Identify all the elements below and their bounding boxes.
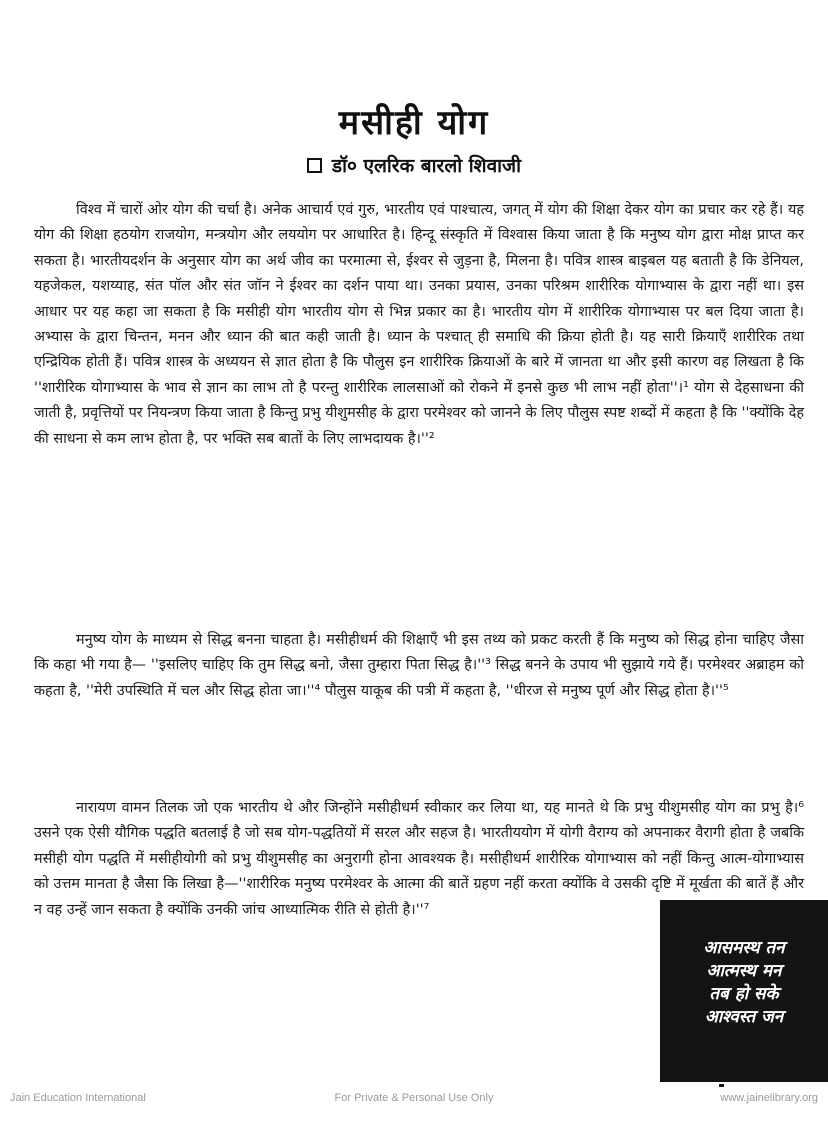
sidebox-line: आत्मस्थ मन	[706, 961, 782, 981]
sidebox-line: आसमस्थ तन	[703, 938, 785, 958]
square-bullet-icon	[307, 158, 322, 173]
article-title: मसीही योग	[338, 103, 490, 143]
sidebox-line: आश्वस्त जन	[704, 1007, 784, 1027]
quote-sidebox	[660, 900, 828, 1082]
paragraph-3: नारायण वामन तिलक जो एक भारतीय थे और जिन्होंने मसीहीधर्म स्वीकार कर लिया था, यह मानते थे कि प्रभु यीशुमसीह योग का प्रभु है।⁶ उसने एक ऐसी यौगिक पद्धति बतलाई है जो सब योग-पद्धतियों में सरल और सहज है। भारतीययोग में योगी वैराग्य को अपनाकर वैरागी होता है जबकि मसीही योग पद्धति में मसीहीयोगी को प्रभु यीशुमसीह का अनुरागी होना आवश्यक है। मसीहीधर्म शारीरिक योगाभ्यास को नहीं किन्तु आत्म-योगाभ्यास को उत्तम मानता है जैसा कि लिखा है—''शारीरिक मनुष्य परमेश्वर के आत्मा की बातें ग्रहण नहीं करता क्योंकि वे उसकी दृष्टि में मूर्खता की बातें हैं और न वह उन्हें जान सकता है क्योंकि उनकी जांच आध्यात्मिक रीति से होती है।''⁷	[34, 800, 804, 918]
author-line	[0, 152, 828, 178]
paragraph-2: मनुष्य योग के माध्यम से सिद्ध बनना चाहता है। मसीहीधर्म की शिक्षाएँ भी इस तथ्य को प्रकट करती हैं कि मनुष्य को सिद्ध होना चाहिए जैसा कि कहा भी गया है— ''इसलिए चाहिए कि तुम सिद्ध बनो, जैसा तुम्हारा पिता सिद्ध है।''³ सिद्ध बनने के उपाय भी सुझाये गये हैं। परमेश्वर अब्राहम को कहता है, ''मेरी उपस्थिति में चल और सिद्ध होता जा।''⁴ पौलुस याकूब की पत्री में कहता है, ''धीरज से मनुष्य पूर्ण और सिद्ध होता है।''⁵	[34, 632, 804, 699]
footer-left: Jain Education International	[10, 1092, 146, 1104]
footer-center: For Private & Personal Use Only	[334, 1092, 494, 1104]
page-mark	[719, 1084, 724, 1087]
author-name: डॉ० एलरिक बारलो शिवाजी	[331, 155, 522, 177]
paragraph-1: विश्व में चारों ओर योग की चर्चा है। अनेक आचार्य एवं गुरु, भारतीय एवं पाश्चात्य, जगत् में योग की शिक्षा देकर योग का प्रचार कर रहे हैं। यह योग की शिक्षा हठयोग राजयोग, मन्त्रयोग और लययोग पर आधारित है। हिन्दू संस्कृति में विश्वास किया जाता है कि मनुष्य योग द्वारा मोक्ष प्राप्त कर सकता है। भारतीयदर्शन के अनुसार योग का अर्थ जीव का परमात्मा से, ईश्वर से जुड़ना है, मिलना है। पवित्र शास्त्र बाइबल यह बताती है कि डेनियल, यहजेकल, यशय्याह, संत पॉल और संत जॉन ने ईश्वर का दर्शन पाया था। उनका प्रयास, उनका परिश्रम शारीरिक योगाभ्यास के द्वारा नहीं था। इस आधार पर यह कहा जा सकता है कि मसीही योग भारतीय योग से भिन्न प्रकार का है। भारतीय योग में शारीरिक योगाभ्यास पर बल दिया जाता है। अभ्यास के द्वारा चिन्तन, मनन और ध्यान की बात कही जाती है। ध्यान के पश्चात् ही समाधि की क्रिया होती है। यह सारी क्रियाएँ शारीरिक तथा एन्द्रियिक होती हैं। पवित्र शास्त्र के अध्ययन से ज्ञात होता है कि पौलुस इन शारीरिक क्रियाओं के बारे में जानता था और इसी कारण वह लिखता है कि ''शारीरिक योगाभ्यास के भाव से ज्ञान का लाभ तो है परन्तु शारीरिक लालसाओं को रोकने में इनसे कुछ भी लाभ नहीं होता''।¹ योग से देहसाधना की जाती है, प्रवृत्तियों पर नियन्त्रण किया जाता है किन्तु प्रभु यीशुमसीह के द्वारा परमेश्वर को जानने के लिए पौलुस स्पष्ट शब्दों में कहता है कि ''क्योंकि देह की साधना से कम लाभ होता है, पर भक्ति सब बातों के लिए लाभदायक है।''²	[34, 202, 804, 447]
footer-right: www.jainelibrary.org	[720, 1092, 818, 1104]
sidebox-line: तब हो सके	[709, 984, 779, 1004]
